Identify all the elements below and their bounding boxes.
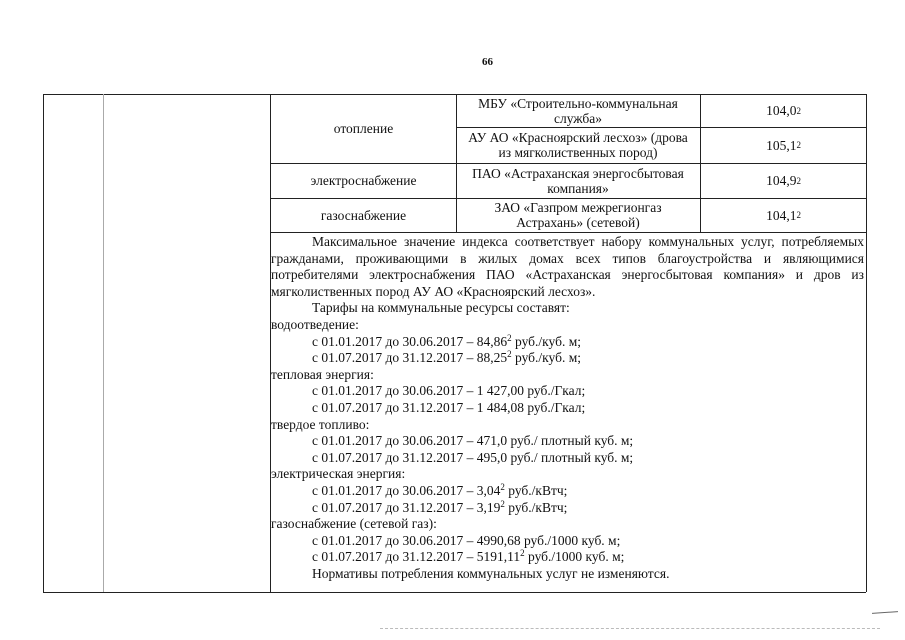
service-heating: отопление — [333, 121, 394, 136]
supplier-energosbyt: ПАО «Астраханская энергосбытовая компания» — [472, 165, 684, 196]
electricity-heading: электрическая энергия: — [271, 466, 406, 482]
gas-tariff-2: с 01.07.2017 до 31.12.2017 – 5191,11$^2$ руб./1000 куб. м; — [312, 548, 625, 565]
supplier-mbu: МБУ «Строительно-коммунальная служба» — [478, 95, 678, 126]
tariffs-heading: Тарифы на коммунальные ресурсы составят: — [312, 300, 570, 316]
closing-paragraph: Нормативы потребления коммунальных услуг не изменяются. — [312, 565, 670, 581]
heat-tariff-2: с 01.07.2017 до 31.12.2017 – 1 484,08 руб./Гкал; — [312, 399, 586, 415]
supplier-gazprom: ЗАО «Газпром межрегионгаз Астрахань» (сетевой) — [494, 200, 662, 230]
gas-heading: газоснабжение (сетевой газ): — [271, 516, 437, 532]
index-leskhoz: 105,1 2 — [766, 137, 801, 153]
water-tariff-2: с 01.07.2017 до 31.12.2017 – 88,25$^2$ руб./куб. м; — [312, 349, 581, 366]
service-electricity: электроснабжение — [310, 173, 417, 188]
electricity-tariff-1: с 01.01.2017 до 30.06.2017 – 3,04$^2$ руб./кВтч; — [312, 481, 568, 498]
heat-heading: тепловая энергия: — [271, 366, 374, 382]
index-energosbyt: 104,9 2 — [766, 173, 801, 188]
table-right-border — [866, 94, 867, 592]
water-tariff-1: с 01.01.2017 до 30.06.2017 – 84,86$^2$ руб./куб. м; — [312, 332, 581, 349]
fuel-heading: твердое топливо: — [271, 416, 370, 432]
fuel-tariff-2: с 01.07.2017 до 31.12.2017 – 495,0 руб./ плотный куб. м; — [312, 449, 634, 465]
page-number: 66 — [482, 56, 493, 68]
service-gas: газоснабжение — [320, 207, 407, 223]
heat-tariff-1: с 01.01.2017 до 30.06.2017 – 1 427,00 руб./Гкал; — [312, 383, 586, 399]
fuel-tariff-1: с 01.01.2017 до 30.06.2017 – 471,0 руб./ плотный куб. м; — [312, 433, 634, 449]
supplier-leskhoz: АУ АО «Красноярский лесхоз» (дрова из мягколиственных пород) — [468, 130, 688, 160]
water-heading: водоотведение: — [271, 316, 359, 332]
scan-artifact-mark — [872, 611, 898, 614]
index-mbu: 104,0 2 — [766, 103, 801, 118]
table-left-border — [43, 94, 44, 592]
index-gazprom: 104,1 2 — [766, 207, 801, 223]
row-divider-text — [270, 232, 866, 233]
scan-artifact-line — [380, 628, 880, 629]
tariffs-text-block — [271, 234, 864, 582]
electricity-tariff-2: с 01.07.2017 до 31.12.2017 – 3,19$^2$ руб./кВтч; — [312, 498, 568, 515]
table-bottom-border — [43, 592, 866, 593]
column-divider-1 — [103, 94, 104, 592]
intro-paragraph: Максимальное значение индекса соответствует набору коммунальных услуг, потребляемых гражданами, проживающими в жилых домах всех типов благоустройства и являющимися потребителями электроснабжения ПАО «Астраханская энергосбытовая компания» и дров из мягколиственных пород АУ АО «Красноярский лесхоз». — [271, 234, 864, 299]
gas-tariff-1: с 01.01.2017 до 30.06.2017 – 4990,68 руб./1000 куб. м; — [312, 532, 621, 548]
column-divider-3 — [456, 94, 457, 232]
